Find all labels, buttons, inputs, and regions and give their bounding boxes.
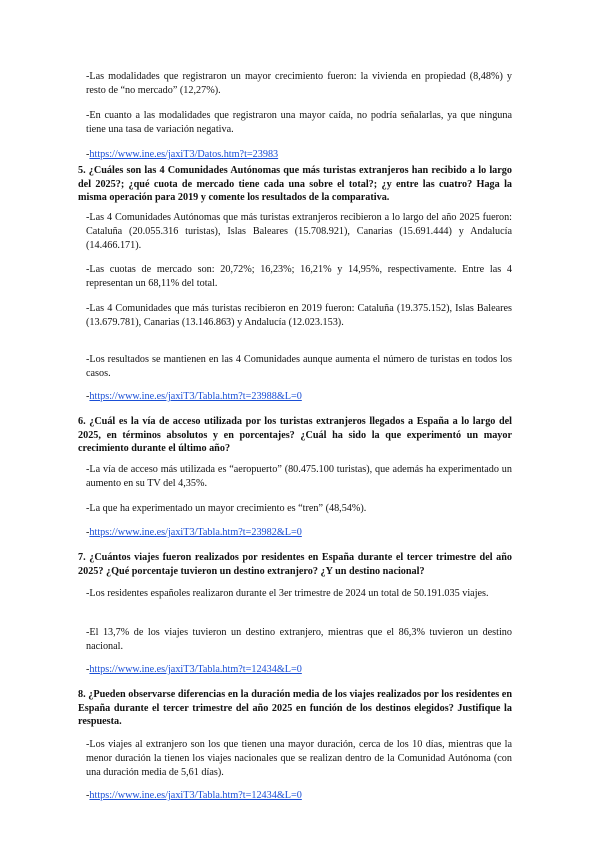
paragraph-comunidades-2025: -Las 4 Comunidades Autónomas que más turistas extranjeros recibieron a lo largo del año 2025 fueron: Cataluña (20.055.316 turistas), Islas Baleares (15.708.921), Canarias (15.691.444) y Andalucía (14.466.171). xyxy=(86,212,512,251)
source-link[interactable]: https://www.ine.es/jaxiT3/Tabla.htm?t=23982&L=0 xyxy=(89,527,302,538)
source-link[interactable]: https://www.ine.es/jaxiT3/Tabla.htm?t=12434&L=0 xyxy=(89,790,302,801)
link-prefix: - xyxy=(86,391,90,402)
paragraph-porcentaje-destino: -El 13,7% de los viajes tuvieron un destino extranjero, mientras que el 86,3% tuvieron un destino nacional. xyxy=(86,627,512,652)
paragraph-mayor-crecimiento: -La que ha experimentado un mayor crecimiento es “tren” (48,54%). xyxy=(86,503,367,514)
question-7: 7. ¿Cuántos viajes fueron realizados por residentes en España durante el tercer trimestre del año 2025? ¿Qué porcentaje tuvieron un destino extranjero? ¿Y un destino nacional? xyxy=(78,552,512,577)
question-5: 5. ¿Cuáles son las 4 Comunidades Autónomas que más turistas extranjeros han recibido a lo largo del 2025?; ¿qué cuota de mercado tiene cada una sobre el total?; ¿y entre las cuatro? Haga la misma operación para 2019 y comente los resultados de la comparativa. xyxy=(78,165,512,203)
paragraph-via-acceso: -La vía de acceso más utilizada es “aeropuerto” (80.475.100 turistas), que además ha experimentado un aumento en su TV del 4,35%. xyxy=(86,464,512,489)
link-prefix: - xyxy=(86,149,90,160)
question-6: 6. ¿Cuál es la vía de acceso utilizada por los turistas extranjeros llegados a España a lo largo del 2025, en términos absolutos y en porcentajes? ¿Cuál ha sido la que experimentó un mayor crecimiento durante el último año? xyxy=(78,416,512,454)
source-link-row xyxy=(86,789,512,803)
paragraph-modalidades-caida: -En cuanto a las modalidades que registraron una mayor caída, no podría señalarlas, ya que ninguna tiene una tasa de variación negativa. xyxy=(86,110,512,135)
link-prefix: - xyxy=(86,664,90,675)
source-link-row xyxy=(86,526,512,540)
source-link[interactable]: https://www.ine.es/jaxiT3/Tabla.htm?t=23988&L=0 xyxy=(89,391,302,402)
paragraph-resultados: -Los resultados se mantienen en las 4 Comunidades aunque aumenta el número de turistas en todos los casos. xyxy=(86,354,512,379)
question-8: 8. ¿Pueden observarse diferencias en la duración media de los viajes realizados por los residentes en España durante el tercer trimestre del año 2025 en función de los destinos elegidos? Justifique la respuesta. xyxy=(78,689,512,727)
paragraph-duracion-media: -Los viajes al extranjero son los que tienen una mayor duración, cerca de los 10 días, mientras que la menor duración la tienen los viajes nacionales que se realizan dentro de la Comunidad Autónoma (con una duración media de 5,61 días). xyxy=(86,739,512,778)
source-link-row xyxy=(86,390,512,404)
link-prefix: - xyxy=(86,527,90,538)
link-prefix: - xyxy=(86,790,90,801)
paragraph-cuotas-mercado: -Las cuotas de mercado son: 20,72%; 16,23%; 16,21% y 14,95%, respectivamente. Entre las 4 representan un 68,11% del total. xyxy=(86,264,512,289)
paragraph-comunidades-2019: -Las 4 Comunidades que más turistas recibieron en 2019 fueron: Cataluña (19.375.152), Islas Baleares (13.679.781), Canarias (13.146.863) y Andalucía (12.023.153). xyxy=(86,303,512,328)
source-link[interactable]: https://www.ine.es/jaxiT3/Tabla.htm?t=12434&L=0 xyxy=(89,664,302,675)
paragraph-modalidades-crecimiento: -Las modalidades que registraron un mayor crecimiento fueron: la vivienda en propiedad (8,48%) y resto de “no mercado” (12,27%). xyxy=(86,71,512,96)
source-link[interactable]: https://www.ine.es/jaxiT3/Datos.htm?t=23983 xyxy=(89,149,279,160)
source-link-row xyxy=(86,148,512,162)
paragraph-viajes-residentes: -Los residentes españoles realizaron durante el 3er trimestre de 2024 un total de 50.191.035 viajes. xyxy=(86,588,489,599)
source-link-row xyxy=(86,663,512,677)
